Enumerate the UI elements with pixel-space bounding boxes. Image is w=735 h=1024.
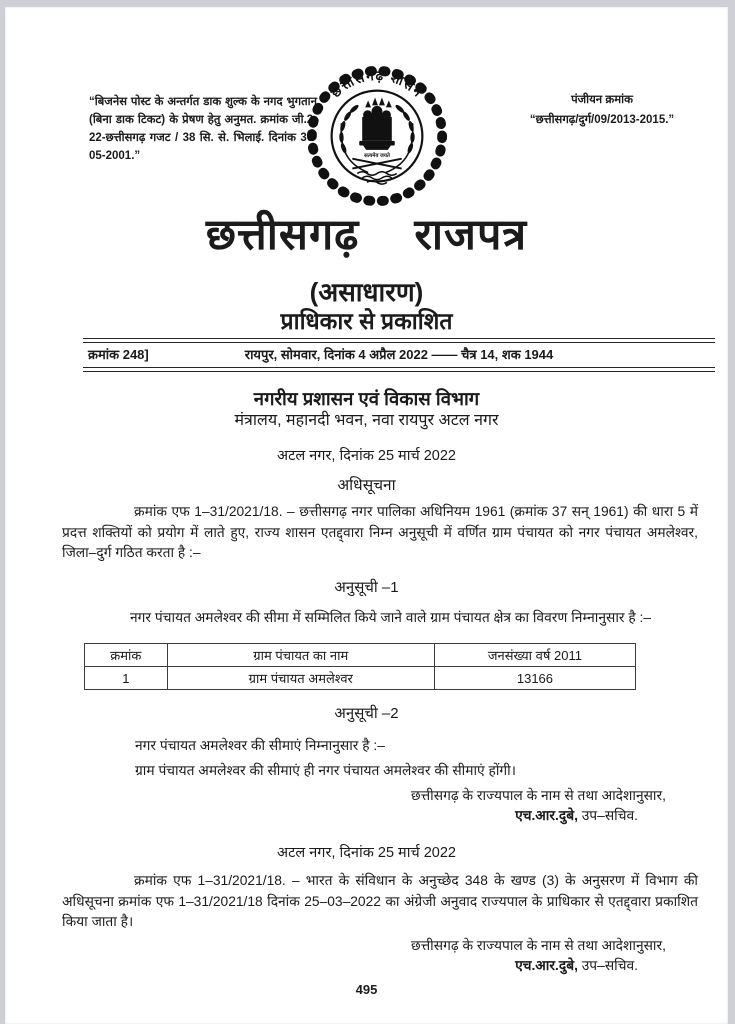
table-header-serial: क्रमांक	[85, 644, 168, 667]
double-rule-top	[83, 338, 715, 343]
schedule-1-table	[84, 643, 636, 690]
schedule-1-heading: अनुसूची –1	[334, 579, 399, 596]
table-row	[85, 667, 636, 690]
issue-number: क्रमांक 248]	[88, 347, 149, 362]
translation-paragraph: क्रमांक एफ 1–31/2021/18. – भारत के संविधान के अनुच्छेद 348 के खण्ड (3) के अनुसरण में विभाग की अधिसूचना क्रमांक एफ 1–31/2021/18 दिनांक 25–03–2022 का अंग्रेजी अनुवाद राज्यपाल के प्राधिकार से एतद्द्वारा प्रकाशित किया जाता है।	[62, 873, 698, 929]
department-address: मंत्रालय, महानदी भवन, नवा रायपुर अटल नगर	[234, 412, 499, 429]
schedule-2-line1: नगर पंचायत अमलेश्वर की सीमाएं निम्नानुसार है :–	[135, 738, 385, 753]
signatory-designation-2: उप–सचिव.	[581, 958, 638, 973]
department-name: नगरीय प्रशासन एवं विकास विभाग	[253, 388, 480, 409]
state-emblem	[303, 62, 451, 210]
notification-paragraph: क्रमांक एफ 1–31/2021/18. – छत्तीसगढ़ नगर पालिका अधिनियम 1961 (क्रमांक 37 सन् 1961) की धारा 5 में प्रदत्त शक्तियों को प्रयोग में लाते हुए, राज्य शासन एतद्द्वारा निम्न अनुसूची में वर्णित ग्राम पंचायत को नगर पंचायत अमलेश्वर, जिला–दुर्ग गठित करता है :–	[62, 504, 698, 560]
registration-block	[497, 91, 707, 130]
crossed-arrows	[352, 159, 401, 169]
registration-number: “छत्तीसगढ़/दुर्ग/09/2013-2015.”	[529, 113, 675, 126]
state-emblem-graphic	[303, 62, 451, 210]
signature-order-line-2: छत्तीसगढ़ के राज्यपाल के नाम से तथा आदेशानुसार,	[410, 938, 666, 953]
schedule-2-line2: ग्राम पंचायत अमलेश्वर की सीमाएं ही नगर पंचायत अमलेश्वर की सीमाएं होंगी।	[135, 763, 516, 778]
issue-date-line: रायपुर, सोमवार, दिनांक 4 अप्रैल 2022 —— चैत्र 14, शक 1944	[244, 347, 554, 362]
signature-name-line-2	[515, 956, 638, 975]
issue-band	[83, 345, 715, 365]
double-rule-bottom	[83, 367, 715, 372]
edition-line: (असाधारण)	[309, 277, 424, 307]
schedule-1-intro: नगर पंचायत अमलेश्वर की सीमा में सम्मिलित किये जाने वाले ग्राम पंचायत क्षेत्र का विवरण निम्नानुसार है :–	[130, 610, 652, 625]
table-cell-panchayat-name: ग्राम पंचायत अमलेश्वर	[167, 667, 434, 690]
signature-order-line: छत्तीसगढ़ के राज्यपाल के नाम से तथा आदेशानुसार,	[410, 788, 666, 803]
table-cell-serial: 1	[85, 667, 168, 690]
seal-arc-text: छत्तीसगढ़ शासन	[327, 67, 427, 101]
signatory-designation: उप–सचिव.	[581, 808, 638, 823]
table-header-population: जनसंख्या वर्ष 2011	[434, 644, 635, 667]
postal-permission-note: “बिजनेस पोस्ट के अन्तर्गत डाक शुल्क के नगद भुगतान (बिना डाक टिकट) के प्रेषण हेतु अनुमत. क्रमांक जी.2-22-छत्तीसगढ़ गजट / 38 सि. से. भिलाई. दिनांक 30-05-2001.”	[89, 96, 317, 163]
seal-motto: सत्यमेव जयते	[364, 153, 390, 160]
gazette-page	[5, 7, 728, 1024]
registration-label: पंजीयन क्रमांक	[571, 94, 633, 106]
notification-heading: अधिसूचना	[337, 477, 396, 494]
table-header-panchayat-name: ग्राम पंचायत का नाम	[167, 644, 434, 667]
gazette-title: छत्तीसगढ़ राजपत्र	[205, 211, 528, 259]
ashoka-lion-capital	[359, 98, 395, 150]
page-number: 495	[355, 982, 378, 997]
signature-name-line	[515, 806, 638, 825]
table-header-row	[85, 644, 636, 667]
signatory-name: एच.आर.दुबे,	[515, 808, 578, 823]
dateline-second: अटल नगर, दिनांक 25 मार्च 2022	[277, 845, 456, 861]
publication-line: प्राधिकार से प्रकाशित	[280, 308, 453, 334]
dateline-first: अटल नगर, दिनांक 25 मार्च 2022	[277, 448, 456, 464]
schedule-2-heading: अनुसूची –2	[334, 705, 399, 722]
table-cell-population: 13166	[434, 667, 635, 690]
river-waves	[357, 172, 396, 184]
signatory-name-2: एच.आर.दुबे,	[515, 958, 578, 973]
